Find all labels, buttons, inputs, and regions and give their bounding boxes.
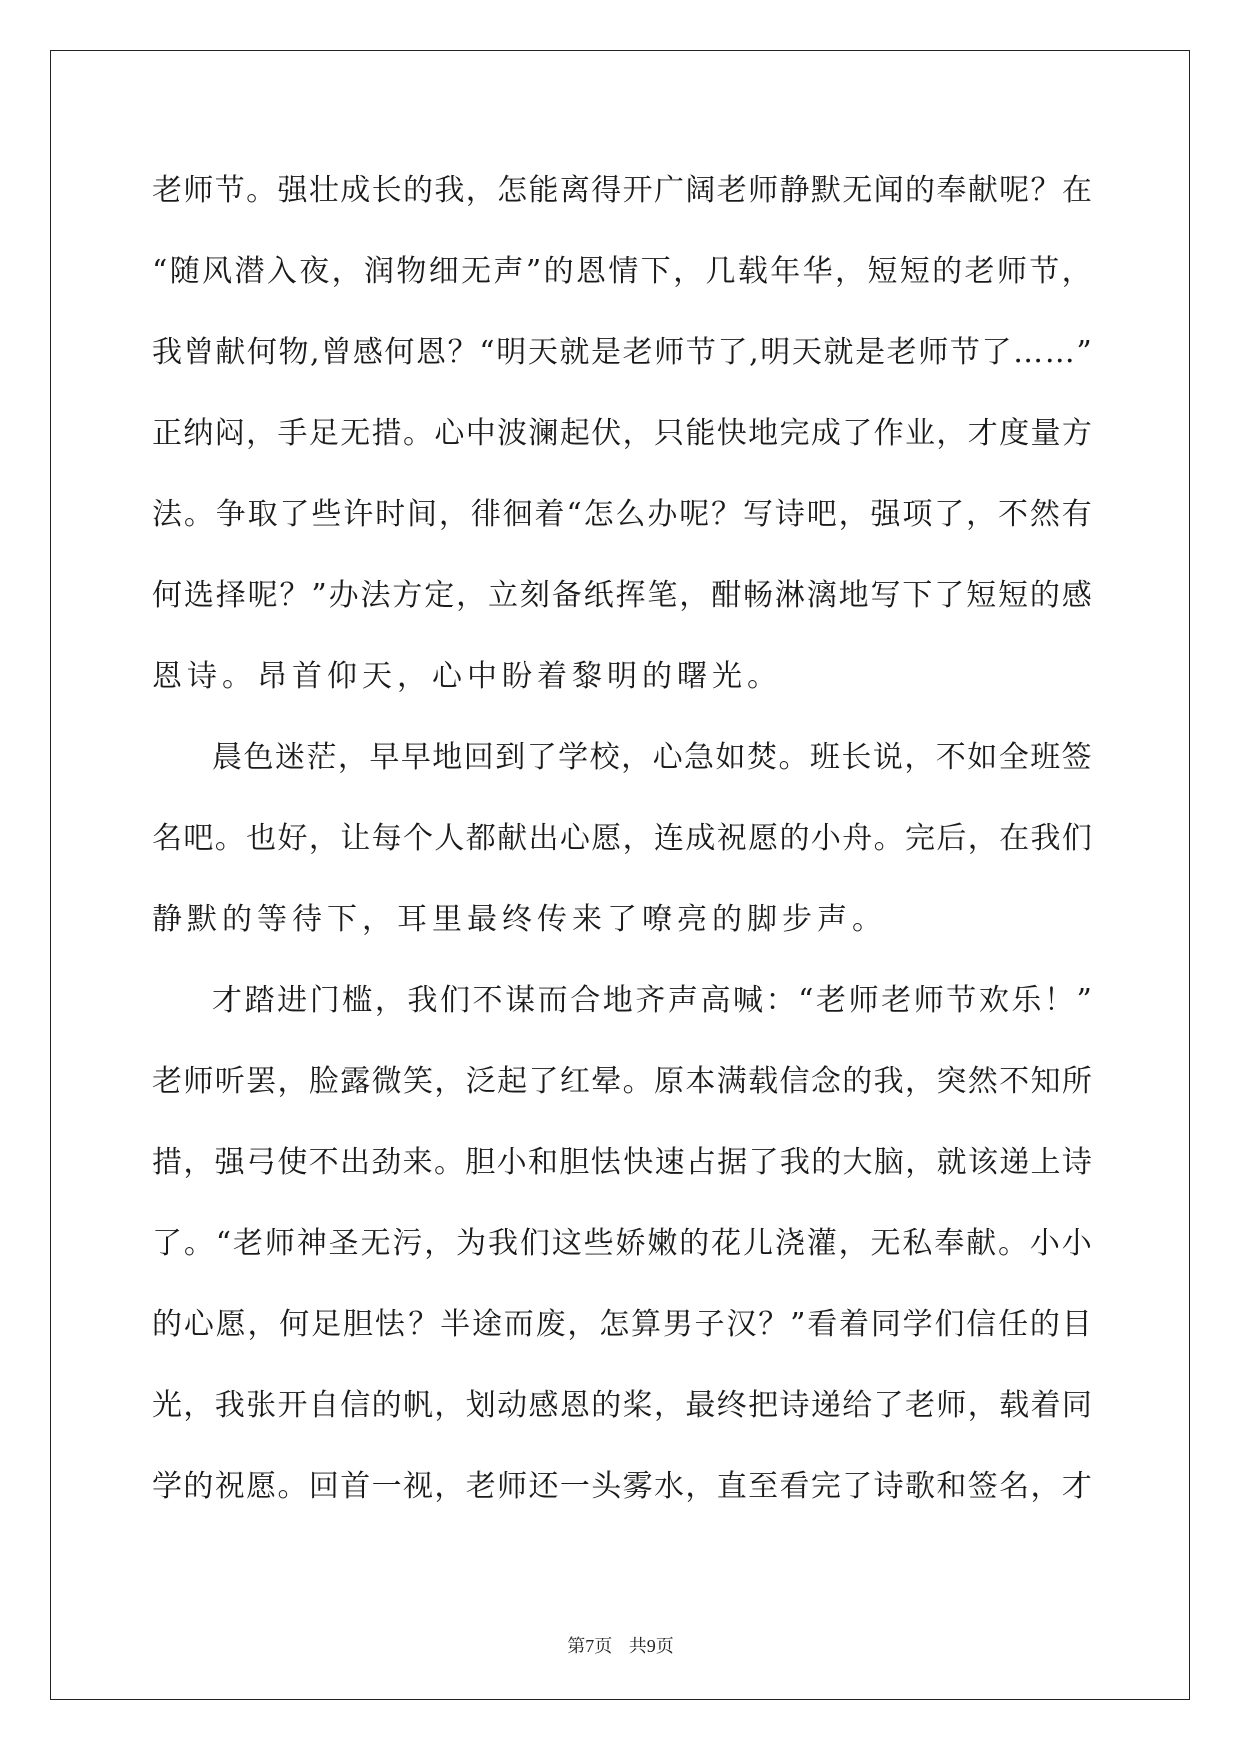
- text-line: 才 踏 进 门 槛 ， 我 们 不 谋 而 合 地 齐 声 高 喊 ： “ 老 师 老 师 节 欢 乐 ！ ”: [212, 983, 1092, 1018]
- text-line: 措 ， 强 弓 使 不 出 劲 来 。 胆 小 和 胆 怯 快 速 占 据 了 我 的 大 脑 ， 就 该 递 上 诗: [152, 1145, 1092, 1180]
- document-body: [152, 150, 1092, 1527]
- page-footer: [0, 1632, 1241, 1658]
- text-line: 法 。 争 取 了 些 许 时 间 ， 徘 徊 着 “ 怎 么 办 呢 ？ 写 诗 吧 ， 强 项 了 ， 不 然 有: [152, 497, 1092, 532]
- text-line: 静默的等待下，耳里最终传来了嘹亮的脚步声。: [152, 902, 887, 937]
- text-line: 老 师 听 罢 ， 脸 露 微 笑 ， 泛 起 了 红 晕 。 原 本 满 载 信 念 的 我 ， 突 然 不 知 所: [152, 1064, 1092, 1099]
- text-line: 老 师 节 。 强 壮 成 长 的 我 ， 怎 能 离 得 开 广 阔 老 师 静 默 无 闻 的 奉 献 呢 ？ 在: [152, 173, 1092, 208]
- text-line: 的 心 愿 ， 何 足 胆 怯 ？ 半 途 而 废 ， 怎 算 男 子 汉 ？ ” 看 着 同 学 们 信 任 的 目: [152, 1307, 1092, 1342]
- text-line: 光 ， 我 张 开 自 信 的 帆 ， 划 动 感 恩 的 桨 ， 最 终 把 诗 递 给 了 老 师 ， 载 着 同: [152, 1388, 1092, 1423]
- text-line: 何 选 择 呢 ？ ” 办 法 方 定 ， 立 刻 备 纸 挥 笔 ， 酣 畅 淋 漓 地 写 下 了 短 短 的 感: [152, 578, 1092, 613]
- text-line: 正 纳 闷 ， 手 足 无 措 。 心 中 波 澜 起 伏 ， 只 能 快 地 完 成 了 作 业 ， 才 度 量 方: [152, 416, 1092, 451]
- text-line: 名 吧 。 也 好 ， 让 每 个 人 都 献 出 心 愿 ， 连 成 祝 愿 的 小 舟 。 完 后 ， 在 我 们: [152, 821, 1092, 856]
- text-line: 恩诗。昂首仰天，心中盼着黎明的曙光。: [152, 659, 782, 694]
- text-line: 我 曾 献 何 物 , 曾 感 何 恩 ？ “ 明 天 就 是 老 师 节 了 , 明 天 就 是 老 师 节 了 … … ”: [152, 335, 1092, 370]
- total-pages: 共9页: [628, 1636, 674, 1656]
- text-line: “ 随 风 潜 入 夜 ， 润 物 细 无 声 ” 的 恩 情 下 ， 几 载 年 华 ， 短 短 的 老 师 节 ，: [152, 254, 1092, 289]
- text-line: 学 的 祝 愿 。 回 首 一 视 ， 老 师 还 一 头 雾 水 ， 直 至 看 完 了 诗 歌 和 签 名 ， 才: [152, 1469, 1092, 1504]
- text-line: 晨 色 迷 茫 ， 早 早 地 回 到 了 学 校 ， 心 急 如 焚 。 班 长 说 ， 不 如 全 班 签: [212, 740, 1092, 775]
- text-line: 了 。 “ 老 师 神 圣 无 污 ， 为 我 们 这 些 娇 嫩 的 花 儿 浇 灌 ， 无 私 奉 献 。 小 小: [152, 1226, 1092, 1261]
- current-page-number: 第7页: [567, 1636, 613, 1656]
